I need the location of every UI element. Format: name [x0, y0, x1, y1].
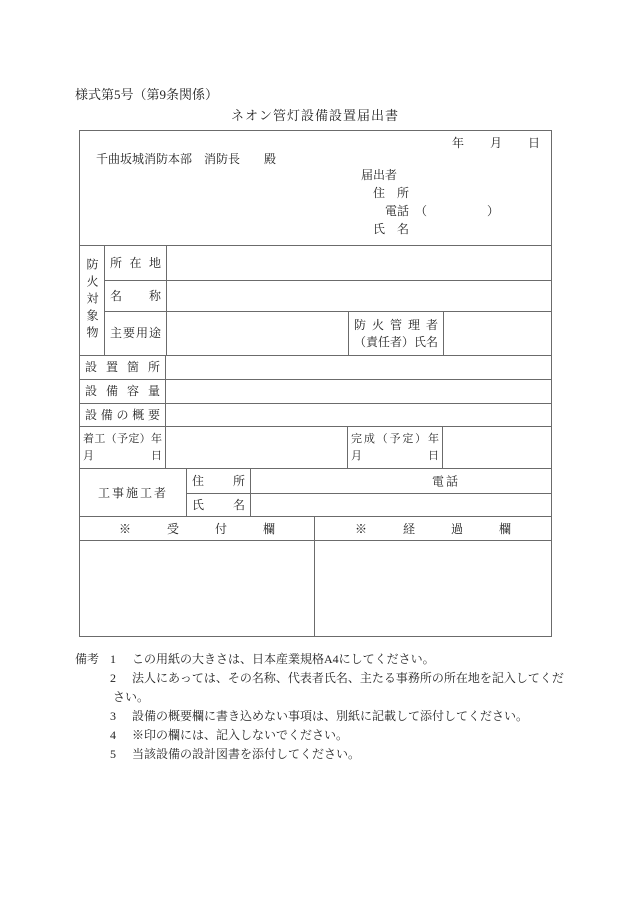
note-item: [75, 707, 585, 726]
installation-place-label: 設置箇所: [85, 360, 160, 374]
name-label: 名称: [110, 288, 161, 303]
note-item: [75, 745, 585, 764]
fire-object-vertical-label: [80, 246, 104, 355]
contractor-section: [80, 468, 551, 516]
contractor-address-row: [187, 469, 551, 493]
note-number: 1: [110, 652, 116, 666]
start-date-value-cell: [165, 427, 347, 468]
completion-date-value-cell: [442, 427, 551, 468]
contractor-name-row: [187, 493, 551, 516]
outline-value-cell: [165, 404, 551, 426]
construction-dates-row: [80, 426, 551, 468]
note-text: この用紙の大きさは、日本産業規格A4にしてください。: [132, 652, 435, 666]
note-text: 設備の概要欄に書き込めない事項は、別紙に記載して添付してください。: [132, 709, 529, 723]
reception-column-header: ※ 受 付 欄: [118, 522, 287, 536]
completion-date-label: 完成（予定）年 月 日: [347, 427, 442, 468]
note-number: 5: [110, 747, 116, 761]
notification-table: [79, 130, 552, 637]
capacity-label: 設備容量: [85, 384, 160, 398]
fire-manager-value-cell: [443, 312, 551, 355]
main-use-row: [105, 311, 551, 355]
main-use-value-cell: [166, 312, 348, 355]
note-text: さい。: [113, 690, 150, 704]
notifier-phone-label: 電話 （ ）: [385, 204, 500, 218]
note-text: 法人にあっては、その名称、代表者氏名、主たる事務所の所在地を記入してくだ: [132, 671, 564, 685]
notifier-address-label: 住 所: [373, 186, 410, 200]
contractor-label: 工事施工者: [97, 486, 168, 500]
reception-column-cell: [80, 541, 314, 636]
fire-object-vertical-label-text: 防火対象物: [85, 258, 99, 343]
fire-object-section: [80, 245, 551, 355]
notes-label: 備考: [75, 652, 100, 666]
table-header-cell: [80, 131, 551, 245]
notes-section: [75, 650, 585, 764]
stamp-header-row: [80, 516, 551, 540]
document-title: ネオン管灯設備設置届出書: [230, 108, 399, 123]
notifier-name-label: 氏 名: [373, 222, 410, 236]
stamp-body-row: [80, 540, 551, 636]
capacity-row: [80, 379, 551, 403]
fire-object-rows: [104, 246, 551, 355]
contractor-address-value-cell: [250, 469, 551, 493]
start-date-label: 着工（予定）年 月 日: [83, 432, 162, 462]
fire-manager-label: 防火管理者 （責任者）氏名: [348, 312, 443, 355]
contractor-name-label: 氏名: [192, 497, 245, 512]
note-number: 2: [110, 671, 116, 685]
outline-row: [80, 403, 551, 426]
progress-column-cell: [314, 541, 551, 636]
contractor-address-label: 住所: [192, 473, 245, 488]
note-item: [75, 726, 585, 745]
outline-label: 設備の概要: [85, 407, 160, 422]
main-use-label: 主要用途: [110, 326, 161, 340]
name-value-cell: [166, 281, 551, 311]
note-number: 4: [110, 728, 116, 742]
name-row: [105, 280, 551, 311]
installation-place-value-cell: [165, 356, 551, 379]
form-number: 様式第5号（第9条関係）: [75, 87, 219, 102]
location-row: [105, 246, 551, 280]
location-value-cell: [166, 246, 551, 280]
note-item: [75, 650, 585, 669]
contractor-name-value-cell: [250, 494, 551, 516]
contractor-phone-label: 電話: [431, 474, 461, 489]
note-item: [75, 669, 585, 688]
capacity-value-cell: [165, 380, 551, 403]
addressee-line: 千曲坂城消防本部 消防長 殿: [96, 152, 277, 166]
note-text: 当該設備の設計図書を添付してください。: [132, 747, 361, 761]
contractor-rows: [186, 469, 551, 516]
note-item-continuation: [75, 688, 585, 707]
notifier-label: 届出者: [361, 168, 398, 182]
note-number: 3: [110, 709, 116, 723]
progress-column-header: ※ 経 過 欄: [314, 517, 551, 540]
installation-place-row: [80, 355, 551, 379]
date-line: 年 月 日: [451, 136, 547, 150]
location-label: 所在地: [110, 255, 161, 270]
note-text: ※印の欄には、記入しないでください。: [132, 728, 349, 742]
